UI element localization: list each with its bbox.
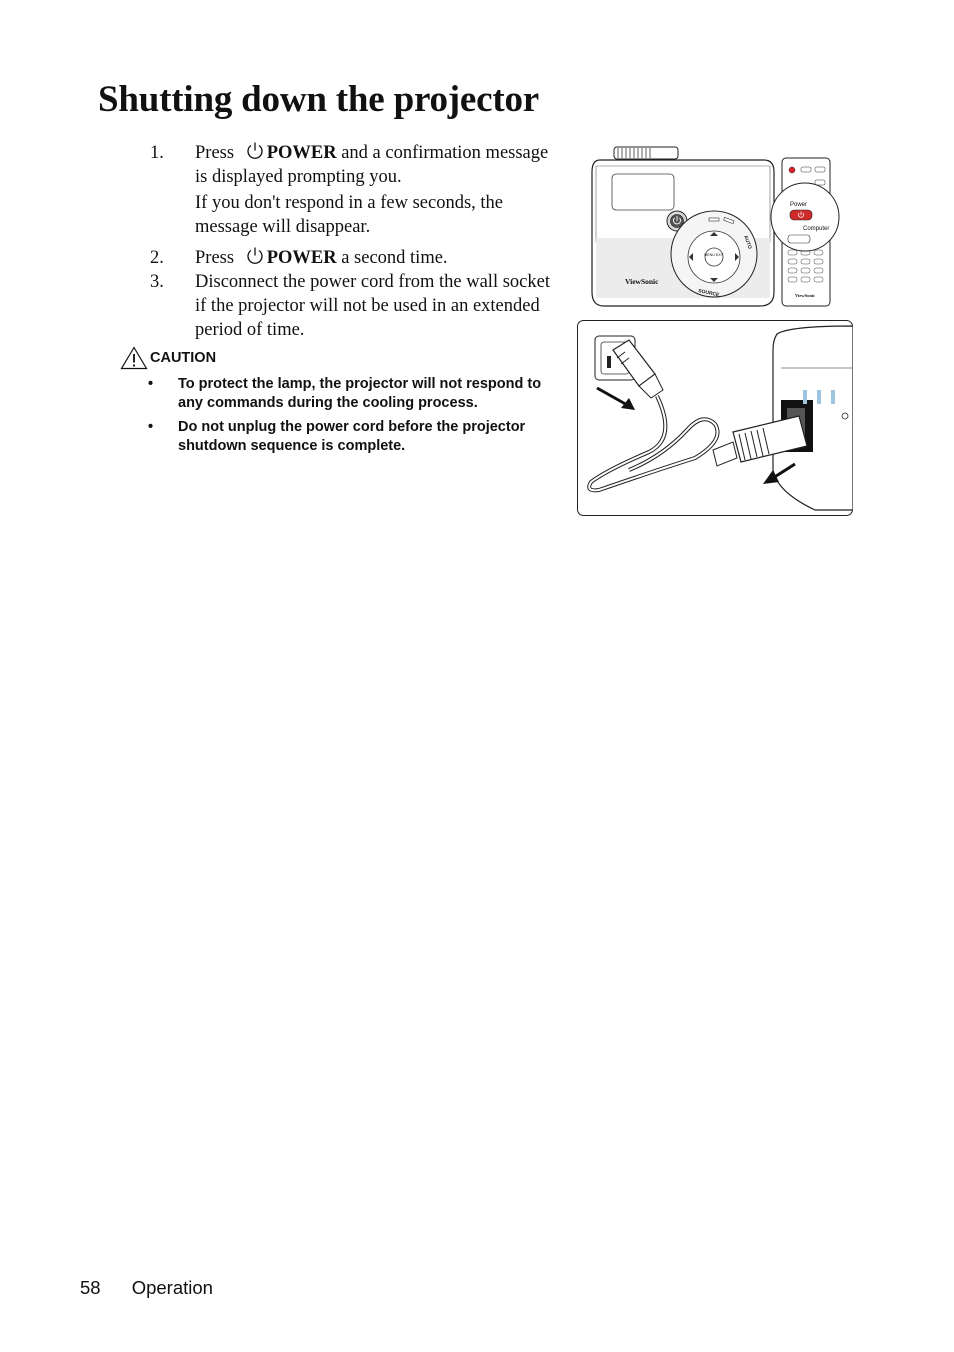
- power-icon: [245, 246, 265, 266]
- step-text: [195, 246, 560, 270]
- step-note: If you don't respond in a few seconds, the message will disappear.: [195, 193, 503, 237]
- projector-side: [773, 326, 853, 510]
- step-number: 3.: [150, 272, 164, 292]
- step-rest-text: a second time.: [341, 248, 448, 268]
- remote-power-label: Power: [790, 202, 808, 208]
- remote-brand: ViewSonic: [795, 293, 816, 298]
- step-number: 1.: [150, 143, 164, 163]
- projector-remote-illustration: [588, 142, 844, 310]
- step-press-text: Press: [195, 143, 235, 163]
- step-rest-text: and a confirmation message is displayed prompting you.: [195, 143, 549, 187]
- caution-item-text: Do not unplug the power cord before the projector shutdown sequence is complete.: [178, 419, 526, 454]
- caution-item: [148, 418, 568, 456]
- lens-ring: [614, 147, 678, 159]
- step-3: [150, 270, 560, 342]
- warning-triangle-icon: [120, 346, 148, 370]
- bullet-icon: •: [148, 419, 154, 435]
- page-title: Shutting down the projector: [98, 79, 540, 120]
- remote-control: [771, 158, 839, 306]
- caution-item: [148, 375, 568, 413]
- keypad-auto-label: AUTO: [742, 234, 753, 250]
- step-1: [150, 141, 560, 239]
- keypad-menu-label: MENU EXIT: [704, 253, 724, 257]
- step-text: Disconnect the power cord from the wall socket if the projector will not be used in an extended period of time.: [195, 272, 550, 340]
- power-icon: [245, 141, 265, 161]
- step-press-text: Press: [195, 248, 235, 268]
- shutdown-steps: [150, 141, 560, 342]
- step-2: [150, 246, 560, 270]
- power-key-label: POWER: [266, 248, 337, 268]
- step-text: [195, 141, 560, 189]
- power-key-label: POWER: [266, 143, 337, 163]
- caution-heading: [120, 346, 216, 370]
- projector-brand: ViewSonic: [625, 277, 659, 286]
- projector-body: [592, 160, 774, 306]
- bullet-icon: •: [148, 376, 154, 392]
- caution-label: CAUTION: [150, 350, 217, 366]
- keypad-source-label: SOURCE: [697, 288, 720, 299]
- page-number: 58: [80, 1277, 101, 1298]
- section-name: Operation: [131, 1277, 213, 1298]
- page-footer: [80, 1277, 213, 1299]
- remote-computer-label: Computer: [803, 226, 830, 232]
- caution-list: [148, 375, 568, 461]
- unplug-illustration: [577, 320, 853, 516]
- caution-item-text: To protect the lamp, the projector will not respond to any commands during the cooling process.: [178, 376, 542, 411]
- step-number: 2.: [150, 248, 164, 268]
